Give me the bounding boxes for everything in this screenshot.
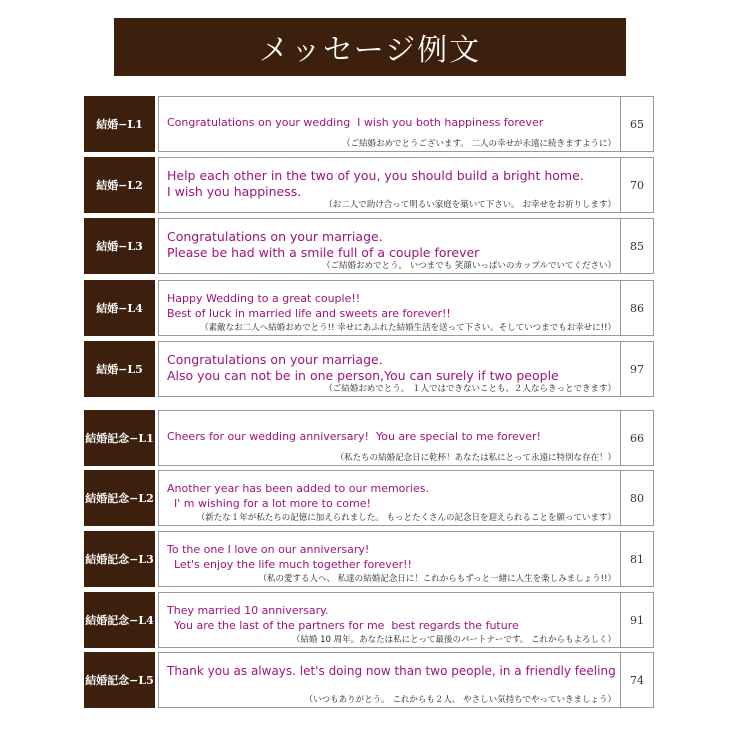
message-code: 結婚記念−L2 [84,470,155,526]
english-message-line: Best of luck in married life and sweets are forever!! [167,307,451,320]
english-message-line: Congratulations on your marriage. [167,229,383,244]
char-count: 74 [620,652,654,708]
english-message [167,168,614,200]
english-message-line: I' m wishing for a lot more to come! [167,497,371,510]
char-count: 86 [620,280,654,336]
char-count: 85 [620,218,654,274]
message-code: 結婚−L4 [84,280,155,336]
english-message-line: Thank you as always. let's doing now than two people, in a friendly feeling [167,664,616,678]
message-row [84,341,654,397]
message-box [158,410,621,466]
char-count: 70 [620,157,654,213]
english-message [167,115,614,130]
english-message-line: Happy Wedding to a great couple!! [167,292,361,305]
message-row [84,531,654,587]
english-message-line: Congratulations on your marriage. [167,352,383,367]
char-count: 80 [620,470,654,526]
japanese-translation: （新たな１年が私たちの記憶に加えられました。 もっとたくさんの記念日を迎えられることを願っています） [196,513,616,523]
english-message-line: Another year has been added to our memories. [167,482,429,495]
japanese-translation: （ご結婚おめでとう。 いつまでも 笑顔いっぱいのカップルでいてください） [322,261,616,271]
english-message-line: They married 10 anniversary. [167,604,329,617]
message-row [84,592,654,648]
english-message-line: Help each other in the two of you, you should build a bright home. [167,168,584,183]
message-row [84,410,654,466]
message-box [158,531,621,587]
japanese-translation: （ご結婚おめでとう。 １人ではできないことも、２人ならきっとできます） [324,384,616,394]
message-code: 結婚−L1 [84,96,155,152]
message-row [84,470,654,526]
message-box [158,218,621,274]
japanese-translation: （いつもありがとう。 これからも２人、 やさしい気持ちでやっていきましょう） [304,695,616,705]
japanese-translation: （お二人で助け合って明るい家庭を築いて下さい。 お幸せをお祈りします） [324,200,616,210]
english-message-line: Cheers for our wedding anniversary! You are special to me forever! [167,430,541,443]
english-message [167,542,614,572]
english-message [167,603,614,633]
english-message [167,229,614,261]
english-message-line: I wish you happiness. [167,184,302,199]
message-code: 結婚記念−L3 [84,531,155,587]
message-code: 結婚−L3 [84,218,155,274]
message-code: 結婚記念−L4 [84,592,155,648]
char-count: 66 [620,410,654,466]
message-code: 結婚−L5 [84,341,155,397]
english-message-line: Also you can not be in one person,You can surely if two people [167,368,559,383]
char-count: 91 [620,592,654,648]
english-message [167,352,614,384]
english-message [167,291,614,321]
message-code: 結婚記念−L5 [84,652,155,708]
message-box [158,280,621,336]
message-row [84,280,654,336]
message-box [158,592,621,648]
english-message-line: Congratulations on your wedding I wish you both happiness forever [167,116,544,129]
message-row [84,652,654,708]
english-message-line: You are the last of the partners for me best regards the future [167,619,519,632]
english-message [167,663,614,679]
japanese-translation: （私たちの結婚記念日に乾杯！あなたは私にとって永遠に特別な存在！） [335,453,616,463]
message-code: 結婚−L2 [84,157,155,213]
english-message-line: To the one I love on our anniversary! [167,543,370,556]
japanese-translation: （素敵なお二人へ結婚おめでとう!! 幸せにあふれた結婚生活を送って下さい。そしていつまでもお幸せに!!） [200,323,616,333]
japanese-translation: （結婚 10 周年。あなたは私にとって最後のパートナーです。 これからもよろしく） [291,635,616,645]
char-count: 65 [620,96,654,152]
message-box [158,470,621,526]
page-title: メッセージ例文 [114,18,626,76]
message-box [158,341,621,397]
english-message [167,481,614,511]
japanese-translation: （私の愛する人へ、 私達の結婚記念日に！これからもずっと一緒に人生を楽しみましょう!!） [258,574,616,584]
message-row [84,218,654,274]
message-row [84,96,654,152]
message-row [84,157,654,213]
char-count: 97 [620,341,654,397]
message-box [158,96,621,152]
message-code: 結婚記念−L1 [84,410,155,466]
message-box [158,157,621,213]
english-message [167,429,614,444]
english-message-line: Please be had with a smile full of a couple forever [167,245,480,260]
english-message-line: Let's enjoy the life much together forever!! [167,558,412,571]
char-count: 81 [620,531,654,587]
message-box [158,652,621,708]
japanese-translation: （ご結婚おめでとうございます。 二人の幸せが永遠に続きますように） [341,139,616,149]
